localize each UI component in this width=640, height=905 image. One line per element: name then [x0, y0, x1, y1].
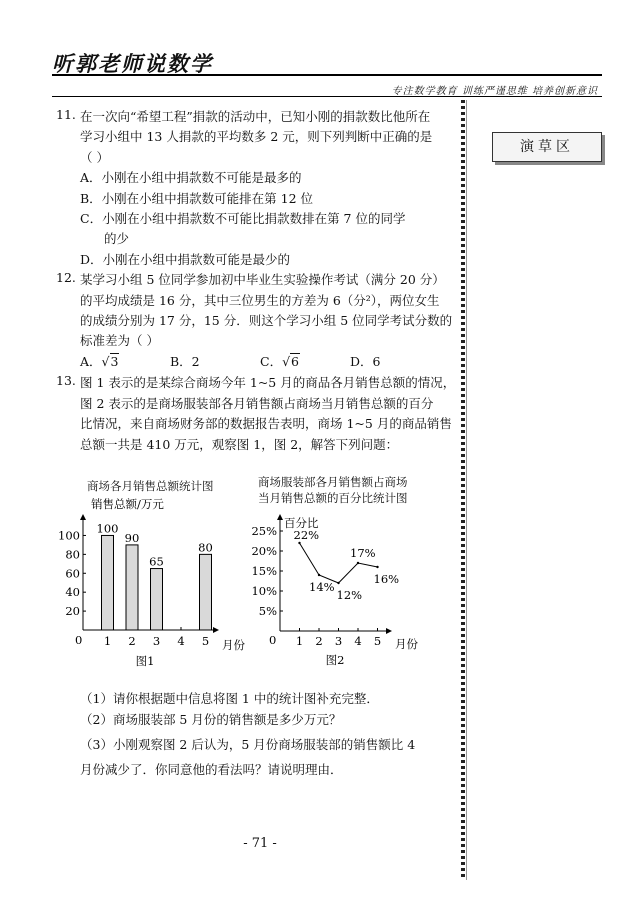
fig2-x-tick-label: 4 [354, 634, 362, 648]
q12-stem-line4: 标准差为（ ） [80, 333, 159, 348]
fig2-data-label: 17% [350, 546, 376, 560]
sidebar-divider [461, 100, 465, 880]
fig1-bar [126, 545, 138, 630]
q11-answer-paren: （ ） [80, 150, 109, 165]
sqrt-symbol: √ [101, 354, 110, 369]
fig2-x-tick-label: 5 [373, 634, 382, 648]
fig2-ylabel: 百分比 [284, 516, 319, 530]
fig1-origin-label: 0 [75, 633, 83, 647]
q13-sub3-line2: 月份减少了．你同意他的看法吗？请说明理由． [80, 762, 343, 777]
fig2-y-tick-label: 5% [258, 604, 277, 618]
fig1-bar [151, 569, 163, 630]
header-rule-thin [52, 96, 602, 97]
fig2-origin-label: 0 [269, 633, 277, 647]
fig2-point [376, 566, 378, 568]
fig1-y-tick-label: 80 [65, 547, 80, 562]
q13-stem-line2: 图 2 表示的是商场服装部各月销售额占商场当月销售总额的百分 [80, 396, 434, 411]
q11-stem-line2: 学习小组中 13 人捐款的平均数多 2 元，则下列判断中正确的是 [80, 129, 433, 144]
fig2-xlabel: 月份 [395, 637, 418, 651]
q12-option-d: D．6 [350, 354, 381, 369]
fig1-title: 商场各月销售总额统计图 [87, 479, 214, 493]
fig2-point [298, 542, 300, 544]
fig1-data-label: 90 [124, 530, 140, 545]
fig1-caption: 图1 [135, 654, 155, 668]
fig1-y-tick-label: 100 [58, 528, 80, 543]
q12-option-c [260, 352, 300, 370]
q11-option-d: D．小刚在小组中捐款数可能是最少的 [80, 252, 291, 267]
fig1-y-tick-label: 60 [65, 566, 80, 581]
q12-option-c-label: C． [260, 354, 283, 369]
q12-stem-line3: 的成绩分别为 17 分，15 分．则这个学习小组 5 位同学考试分数的 [80, 313, 453, 328]
fig1-bar [102, 535, 114, 630]
page-number: - 71 - [243, 836, 277, 851]
q11-option-c-cont: 的少 [104, 231, 130, 246]
q11-option-a: A．小刚在小组中捐款数不可能是最多的 [80, 170, 302, 185]
fig1-x-tick-label: 3 [152, 634, 161, 648]
sidebar-divider-thin [466, 100, 467, 880]
fig2-point [318, 574, 320, 576]
fig1-y-axis-arrow [80, 514, 86, 520]
fig2-y-tick-label: 15% [251, 564, 277, 578]
header-motto: 专注数学教育 训练严谨思维 培养创新意识 [391, 86, 598, 97]
fig2-line-chart [240, 506, 440, 668]
fig1-ylabel: 销售总额/万元 [91, 497, 164, 511]
fig2-y-tick-label: 10% [251, 584, 277, 598]
q13-stem-line1: 图 1 表示的是某综合商场今年 1~5 月的商品各月销售总额的情况， [80, 375, 456, 390]
fig2-x-tick-label: 3 [334, 634, 343, 648]
fig1-data-label: 100 [96, 521, 119, 536]
fig1-x-tick-label: 5 [201, 634, 210, 648]
fig1-x-tick-label: 1 [103, 634, 112, 648]
fig2-data-label: 12% [336, 588, 363, 602]
fig1-y-tick-label: 20 [65, 604, 80, 619]
fig2-caption: 图2 [325, 653, 345, 667]
q11-number: 11. [56, 107, 76, 122]
fig2-point [337, 582, 339, 584]
fig1-x-axis-arrow [213, 627, 219, 633]
q12-option-a-radicand: 3 [110, 354, 119, 369]
q12-option-a [80, 352, 119, 370]
fig1-bar [200, 554, 212, 630]
fig2-title-line1: 商场服装部各月销售额占商场 [258, 475, 408, 489]
q12-option-b: B．2 [170, 354, 200, 369]
fig2-title-line2: 当月销售总额的百分比统计图 [258, 491, 408, 505]
q12-number: 12. [56, 270, 76, 285]
q11-option-b: B．小刚在小组中捐款数可能排在第 12 位 [80, 191, 314, 206]
fig2-x-axis-arrow [386, 628, 392, 634]
fig2-data-label: 16% [373, 572, 400, 586]
q13-stem-line4: 总额一共是 410 万元，观察图 1，图 2，解答下列问题： [80, 437, 399, 452]
fig1-x-tick-label: 4 [177, 634, 185, 648]
fig2-y-axis-arrow [277, 514, 283, 520]
q12-option-a-label: A． [80, 354, 102, 369]
fig1-x-tick-label: 2 [128, 634, 136, 648]
fig2-data-label: 22% [293, 528, 320, 542]
header-rule [52, 74, 602, 76]
q12-option-c-radicand: 6 [291, 354, 299, 369]
fig1-data-label: 65 [149, 554, 164, 569]
q12-stem-line2: 的平均成绩是 16 分，其中三位男生的方差为 6（分²），两位女生 [80, 293, 440, 308]
fig2-y-tick-label: 25% [251, 524, 277, 538]
fig2-point [357, 562, 359, 564]
q11-option-c: C．小刚在小组中捐款数不可能比捐款数排在第 7 位的同学 [80, 211, 406, 226]
sqrt-symbol: √ [282, 354, 291, 369]
fig2-x-tick-label: 2 [315, 634, 323, 648]
fig1-data-label: 80 [198, 540, 213, 555]
q13-sub2: （2）商场服装部 5 月份的销售额是多少万元？ [80, 712, 342, 727]
q13-number: 13. [56, 373, 76, 388]
q11-stem-line1: 在一次向“希望工程”捐款的活动中，已知小刚的捐款数比他所在 [80, 109, 431, 124]
q13-stem-line3: 比情况，来自商场财务部的数据报告表明，商场 1~5 月的商品销售 [80, 416, 452, 431]
fig2-data-label: 14% [309, 580, 335, 594]
fig1-bar-chart [55, 492, 255, 668]
fig1-y-tick-label: 40 [65, 585, 80, 600]
fig1-xlabel: 月份 [222, 638, 245, 652]
fig2-y-tick-label: 20% [251, 544, 277, 558]
brand-title: 听郭老师说数学 [52, 51, 213, 76]
q13-sub3-line1: （3）小刚观察图 2 后认为，5 月份商场服装部的销售额比 4 [80, 737, 416, 752]
draft-area-label: 演草区 [492, 132, 602, 162]
q13-sub1: （1）请你根据题中信息将图 1 中的统计图补充完整． [80, 691, 379, 706]
q12-stem-line1: 某学习小组 5 位同学参加初中毕业生实验操作考试（满分 20 分） [80, 272, 445, 287]
fig2-x-tick-label: 1 [295, 634, 304, 648]
